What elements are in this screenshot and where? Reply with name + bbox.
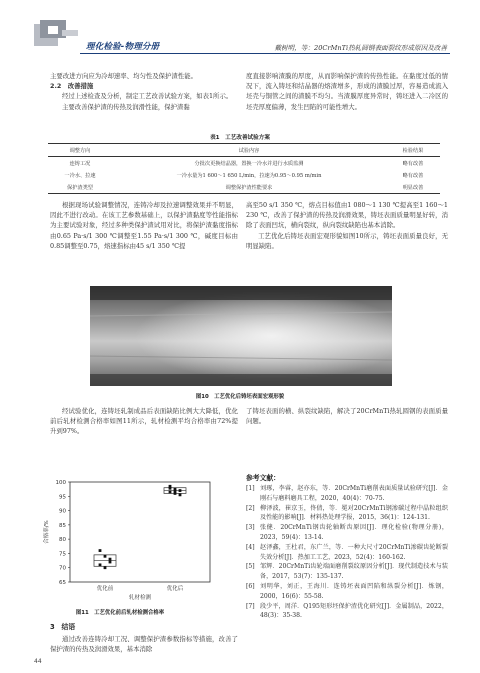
references-heading: 参考文献： <box>246 474 280 482</box>
paragraph: 工艺优化后铸坯表面宏观形貌如图10所示，铸坯表面质量良好，无明显缺陷。 <box>246 231 448 250</box>
paragraph: 高至50 s/1 350 ℃，熔点目标值由1 080～1 130 ℃提高至1 160～1 230 ℃，改善了保护渣的传热及润滑效果，铸坯表面质量明显好转，消除了表面凹坑，横向裂纹，纵向裂纹缺陷也基本消除。 <box>246 201 448 230</box>
paragraph: 了铸坯表面的横、纵裂纹缺陷，解决了20CrMnTi热轧圆钢的表面质量问题。 <box>246 407 448 426</box>
reference-item <box>246 504 448 524</box>
reference-text: 赵泽鑫，王杜君，东广兰，等．一种大尺寸20CrMnTi渗碳齿轮断裂失效分析[J]．热加工工艺，2023，52(4)：160-162. <box>260 543 448 561</box>
data-point <box>99 549 102 552</box>
table-row <box>48 169 440 181</box>
conclusion-text <box>50 634 238 654</box>
left-top-text <box>50 71 238 112</box>
figure-caption: 图10 工艺优化后铸坯表面宏观形貌 <box>195 394 285 400</box>
data-point <box>104 555 107 558</box>
reference-item <box>246 582 448 602</box>
running-title: 戴树明，等：20CrMnTi热轧圆钢表面裂纹形成原因及改善 <box>274 44 447 52</box>
data-point <box>109 558 112 561</box>
y-tick-label: 65 <box>59 580 66 586</box>
y-tick-label: 80 <box>59 537 66 544</box>
table-header: 检验结果 <box>402 147 424 154</box>
reference-number: [2] <box>246 504 255 512</box>
journal-name: 理化检验-物理分册 <box>86 42 160 52</box>
reference-item <box>246 484 448 504</box>
reference-number: [1] <box>246 485 255 492</box>
table-cell: 略有改善 <box>402 160 424 167</box>
section-heading: 2.2 改善措施 <box>50 82 94 91</box>
reference-number: [5] <box>246 563 255 571</box>
data-point <box>174 490 177 493</box>
table-cell: 保护渣类型 <box>67 184 93 191</box>
data-point <box>179 489 182 492</box>
reference-item <box>246 523 448 543</box>
right-mid-text <box>246 200 448 251</box>
reference-text: 柳泽波，崔京玉，佟倩，等．冕对20CrMnTi钢渗碳过程中晶粒组织及性能的影响[J]．材料热处理学报，2015，36(1)：124-131. <box>260 504 448 522</box>
data-point <box>104 566 107 569</box>
table-cell: 明显改善 <box>402 184 424 191</box>
table-header-row <box>48 144 440 157</box>
data-point <box>169 487 172 490</box>
left-low-text <box>50 406 238 437</box>
experiment-table <box>48 143 440 194</box>
data-point <box>179 493 182 496</box>
reference-text: 刘琢，李睿，赵亦东，等．20CrMnTi磨削表面质量试验研究[J]．金刚石与磨料磨具工程，2020，40(4)：70-75. <box>260 485 448 502</box>
table-row <box>48 181 440 194</box>
table-caption: 表1 工艺改善试验方案 <box>210 135 270 141</box>
reference-text: 邹辉．20CrMnTi齿轮端面磨削裂纹原因分析[J]．现代制造技术与装备，2017，53(7)：135-137. <box>260 563 448 581</box>
reference-number: [3] <box>246 524 255 532</box>
paragraph: 主要改善保护渣的传热及润滑性能，保护渣黏 <box>62 102 190 111</box>
paragraph: 通过改善连铸冷却工况、调整保护渣参数指标等措施，改善了保护渣的传热及润滑效果，基本消除 <box>50 635 238 654</box>
table-header: 调整方向 <box>69 147 91 154</box>
x-axis-label: 轧材检测 <box>128 595 152 601</box>
section-heading: 3 结语 <box>50 623 76 631</box>
table-cell: 略有改善 <box>402 172 424 179</box>
reference-item <box>246 562 448 582</box>
figure-caption: 图11 工艺优化前后轧材检测合格率 <box>75 610 165 616</box>
right-low-text <box>246 406 448 426</box>
table-header: 试验内容 <box>238 147 260 154</box>
reference-number: [6] <box>246 582 255 590</box>
reference-number: [4] <box>246 543 255 551</box>
y-tick-label: 85 <box>59 522 66 529</box>
table-cell: 连铸工况 <box>69 160 91 167</box>
billet-surface-texture <box>90 286 392 386</box>
y-tick-label: 100 <box>55 480 66 486</box>
data-point <box>109 561 112 564</box>
y-axis-label: 合格率/% <box>44 520 50 544</box>
y-tick-label: 90 <box>59 508 66 515</box>
table-cell: 一冷水量为1 600～1 650 L/min，拉速为0.95～0.95 m/min <box>176 172 322 179</box>
table-cell: 调整保护渣性能要求 <box>225 184 273 191</box>
data-point <box>169 491 172 494</box>
x-tick-label: 优化前 <box>96 586 114 592</box>
paragraph: 经试验优化，连铸坯轧制成品后表面缺陷比例大大降低，优化前后轧材检测合格率如图11所示，轧材检测平均合格率由72%提升到97%。 <box>50 407 238 436</box>
y-tick-label: 70 <box>59 565 66 572</box>
page-number: 44 <box>34 658 42 665</box>
paragraph: 主要改进方向应为冷却速率、均匀性及保护渣性能。 <box>50 72 197 80</box>
reference-item <box>246 543 448 563</box>
right-top-text <box>246 71 448 112</box>
journal-logo-icon <box>34 20 78 48</box>
table-cell: 分批次更换结晶器，置换一冷水并进行水质监测 <box>194 160 304 167</box>
y-tick-label: 95 <box>59 494 66 501</box>
paragraph: 根据现场试验调整情况，连铸冷却及拉速调整效果并不明显，因此不进行改动。在该工艺参数基础上，以保护渣黏度等性能指标为主要试验对象，经过多种类保护渣试用对比，将保护渣黏度指标由0.65 Pa·s/1 300 ℃调整至1.55 Pa·s/1 300 ℃，碱度目标由0.85调整至0.75，熔速指标由45 s/1 350 ℃提 <box>50 201 238 250</box>
billet-surface-photo <box>90 286 392 386</box>
header-rule <box>80 53 450 54</box>
plot-frame <box>70 482 210 582</box>
table-row <box>48 157 440 170</box>
paragraph: 经过上述检查及分析，制定工艺改善试验方案，如表1所示。 <box>62 92 233 101</box>
x-tick-label: 优化后 <box>166 586 184 592</box>
paragraph: 度直接影响渣膜的厚度，从而影响保护渣的传热性能。在黏度过低的情况下，流入铸坯和结晶器的熔渣增多，形成的渣膜过厚，容易造成流入坯壳与铜管之间的渣膜不均匀。当渣膜厚度异常时，铸坯进入二冷区的坯壳厚度偏薄，发生凹陷的可能性增大。 <box>246 72 448 111</box>
reference-item <box>246 602 448 622</box>
y-tick-label: 75 <box>59 551 66 558</box>
pass-rate-chart <box>40 474 220 604</box>
reference-number: [7] <box>246 602 255 610</box>
left-mid-text <box>50 200 238 251</box>
reference-text: 张健．20CrMnTi钢齿轮轴断齿原因[J]．理化检验(物理分册)，2023，59(4)：13-14. <box>260 524 448 541</box>
reference-list <box>246 484 448 621</box>
reference-text: 刘明华，刘正，王海川．连铸坯表面凹陷和纵裂分析[J]．炼钢，2000，16(6)：55-58. <box>260 582 448 600</box>
data-point <box>99 563 102 566</box>
table-cell: 一冷水、拉速 <box>64 172 96 179</box>
reference-text: 段少平，周洋．Q195矩形坯保护渣优化研究[J]．金属制品，2022，48(3)：35-38. <box>260 602 448 620</box>
